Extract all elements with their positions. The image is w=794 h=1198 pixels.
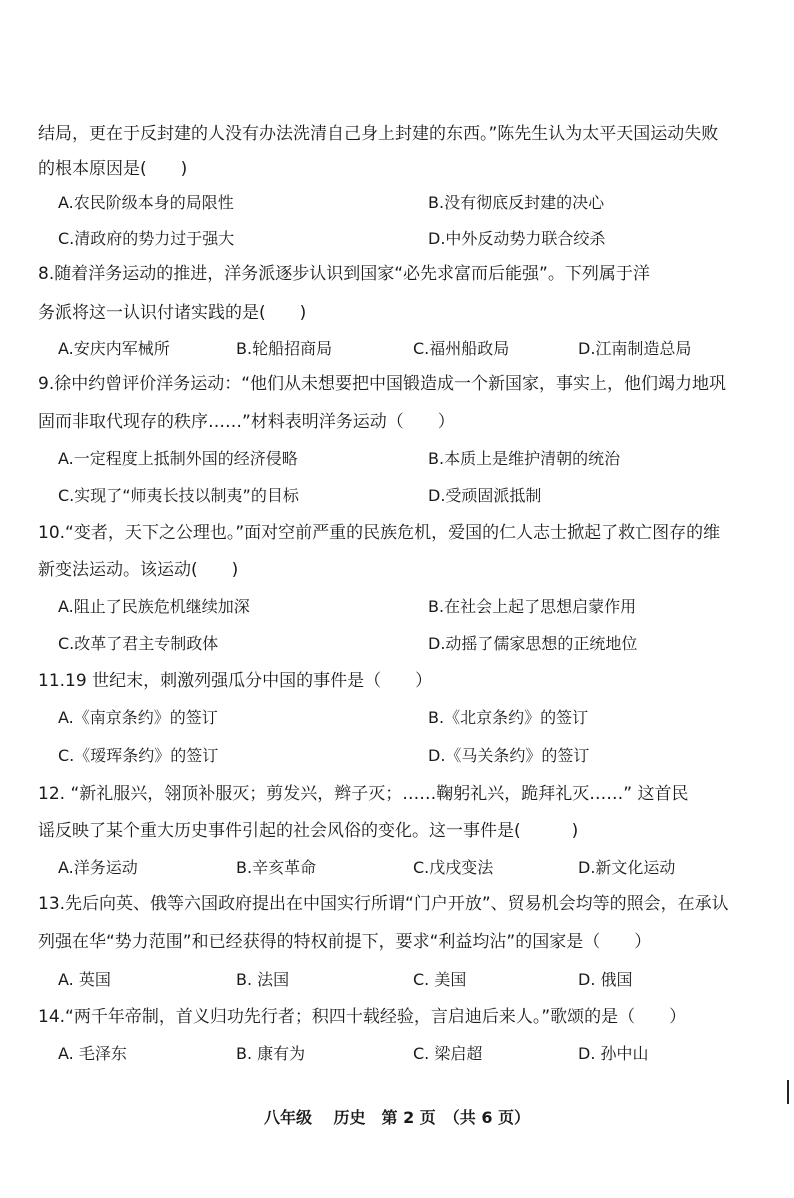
q11-stem-line1: 11.19 世纪末，刺激列强瓜分中国的事件是（ ） [38,671,433,691]
q14-option-d[interactable]: D. 孙中山 [578,1044,649,1063]
q13-option-d[interactable]: D. 俄国 [578,970,633,989]
q7-option-a[interactable]: A.农民阶级本身的局限性 [58,193,234,212]
q7-option-b[interactable]: B.没有彻底反封建的决心 [428,193,605,212]
q11-option-d[interactable]: D.《马关条约》的签订 [428,746,590,765]
q8-options [58,337,770,361]
q8-option-a[interactable]: A.安庆内军械所 [58,339,170,358]
q12-options [58,856,770,880]
q10-option-c[interactable]: C.改革了君主专制政体 [58,634,219,653]
q14-option-c[interactable]: C. 梁启超 [413,1044,483,1063]
q10-option-b[interactable]: B.在社会上起了思想启蒙作用 [428,597,637,616]
q9-option-b[interactable]: B.本质上是维护清朝的统治 [428,449,621,468]
q7-stem-line2: 的根本原因是( ) [38,159,188,179]
q10-option-d[interactable]: D.动摇了儒家思想的正统地位 [428,634,638,653]
q13-stem-line1: 13.先后向英、俄等六国政府提出在中国实行所谓“门户开放”、贸易机会均等的照会，在承认 [38,894,729,914]
q8-stem-line1: 8.随着洋务运动的推进，洋务派逐步认识到国家“必先求富而后能强”。下列属于洋 [38,264,650,284]
q14-option-b[interactable]: B. 康有为 [236,1044,306,1063]
q14-stem-line1: 14.“两千年帝制，首义归功先行者；积四十载经验，言启迪后来人。”歌颂的是（ ） [38,1007,687,1027]
q9-stem-line2: 固而非取代现存的秩序……”材料表明洋务运动（ ） [38,412,455,432]
q12-option-d[interactable]: D.新文化运动 [578,858,676,877]
q12-stem-line2: 谣反映了某个重大历史事件引起的社会风俗的变化。这一事件是( ) [38,821,579,841]
q12-option-c[interactable]: C.戊戌变法 [413,858,494,877]
q9-option-a[interactable]: A.一定程度上抵制外国的经济侵略 [58,449,298,468]
q7-stem-line1: 结局，更在于反封建的人没有办法洗清自己身上封建的东西。”陈先生认为太平天国运动失败 [38,124,719,144]
q10-stem-line1: 10.“变者，天下之公理也。”面对空前严重的民族危机，爱国的仁人志士掀起了救亡图存的维 [38,523,721,543]
q9-options-row2 [58,484,770,508]
q8-option-c[interactable]: C.福州船政局 [413,339,510,358]
q8-stem-line2: 务派将这一认识付诸实践的是( ) [38,303,307,323]
q11-option-b[interactable]: B.《北京条约》的签订 [428,708,589,727]
q12-option-a[interactable]: A.洋务运动 [58,858,138,877]
q13-stem-line2: 列强在华“势力范围”和已经获得的特权前提下，要求“利益均沾”的国家是（ ） [38,932,652,952]
scan-edge-mark [787,1080,789,1104]
q14-option-a[interactable]: A. 毛泽东 [58,1044,127,1063]
q12-option-b[interactable]: B.辛亥革命 [236,858,317,877]
q13-option-a[interactable]: A. 英国 [58,970,111,989]
q7-option-d[interactable]: D.中外反动势力联合绞杀 [428,229,606,248]
q7-options [58,191,770,215]
q10-options-row2 [58,632,770,656]
q10-stem-line2: 新变法运动。该运动( ) [38,560,239,580]
q7-option-c[interactable]: C.清政府的势力过于强大 [58,229,235,248]
q11-options [58,706,770,730]
q14-options [58,1042,770,1066]
q10-option-a[interactable]: A.阻止了民族危机继续加深 [58,597,250,616]
q11-options-row2 [58,744,770,768]
q12-stem-line1: 12. “新礼服兴，翎顶补服灭；剪发兴，辫子灭；……鞠躬礼兴，跪拜礼灭……” 这首民 [38,784,689,804]
q11-option-c[interactable]: C.《瑷珲条约》的签订 [58,746,219,765]
q9-option-c[interactable]: C.实现了“师夷长技以制夷”的目标 [58,486,299,505]
q8-option-d[interactable]: D.江南制造总局 [578,339,692,358]
q7-options-row2 [58,227,770,251]
q13-options [58,968,770,992]
q11-option-a[interactable]: A.《南京条约》的签订 [58,708,218,727]
page-footer: 八年级 历史 第 2 页 （共 6 页） [263,1108,531,1127]
q9-option-d[interactable]: D.受顽固派抵制 [428,486,542,505]
q10-options [58,595,770,619]
q13-option-b[interactable]: B. 法国 [236,970,290,989]
q8-option-b[interactable]: B.轮船招商局 [236,339,333,358]
q9-options [58,447,770,471]
q9-stem-line1: 9.徐中约曾评价洋务运动：“他们从未想要把中国锻造成一个新国家，事实上，他们竭力地巩 [38,374,727,394]
q13-option-c[interactable]: C. 美国 [413,970,467,989]
